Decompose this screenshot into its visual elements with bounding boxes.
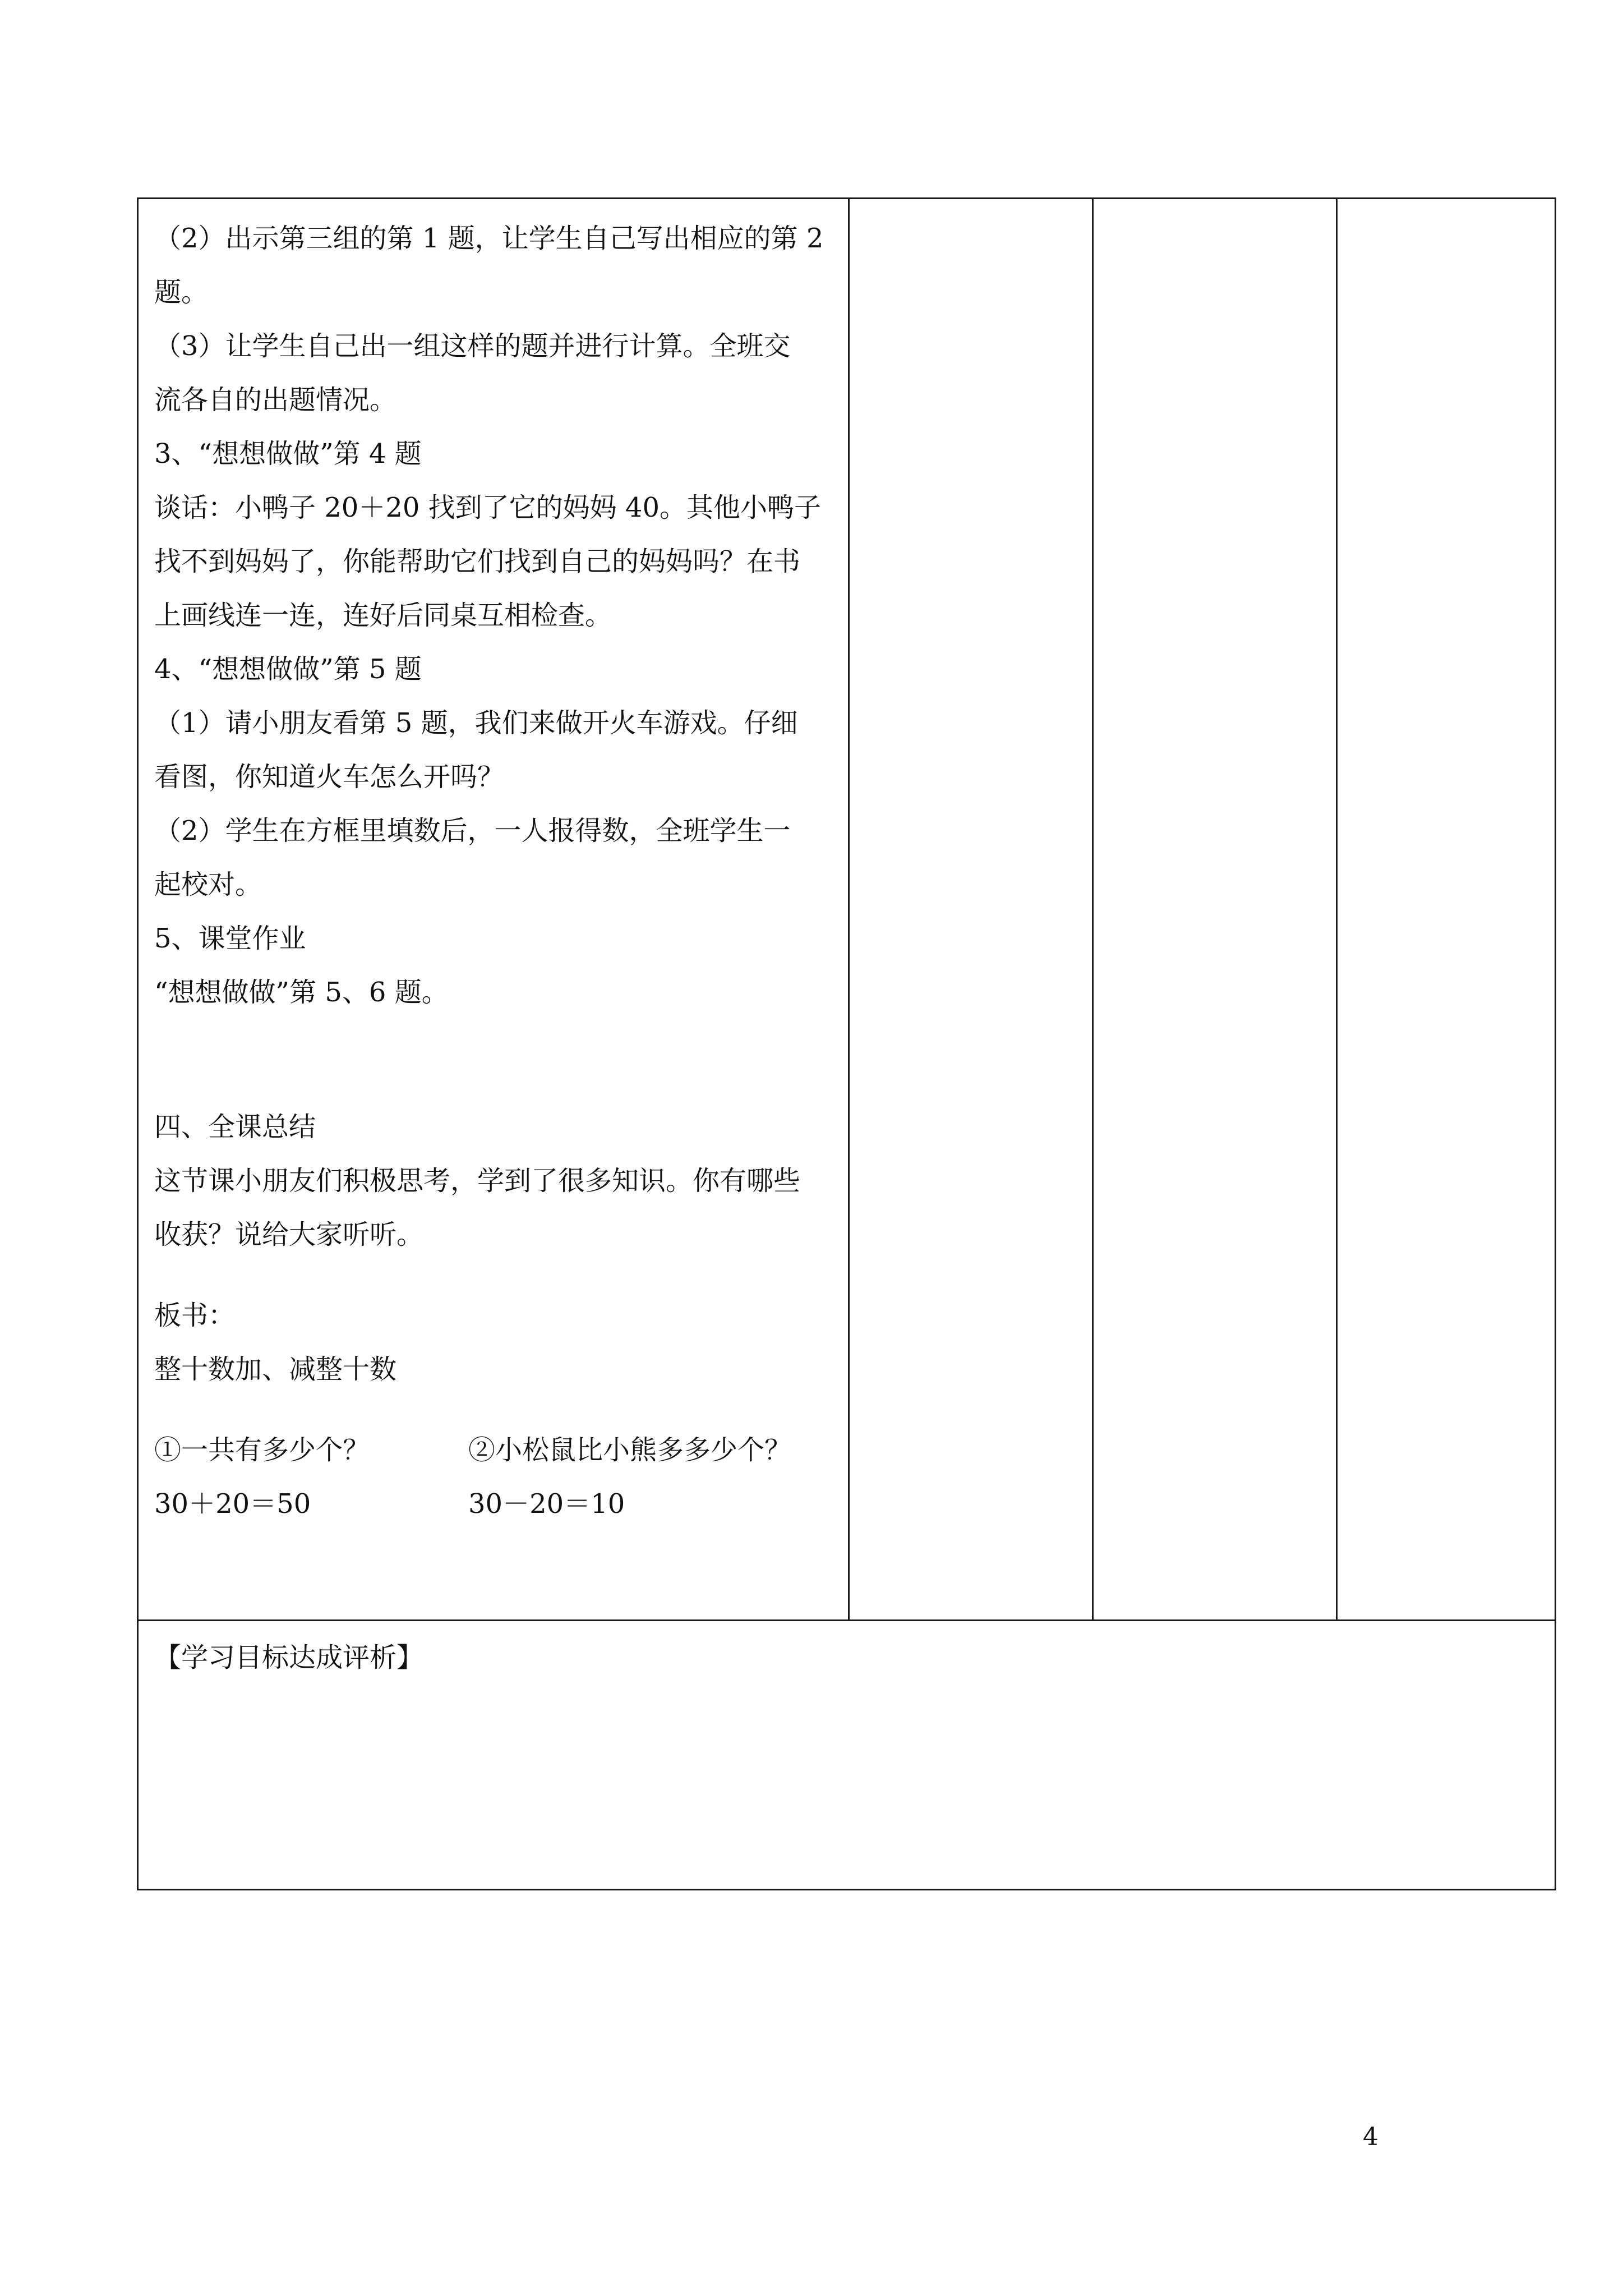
text-line: 起校对。 — [154, 869, 262, 900]
equation-two: 30－20＝10 — [468, 1488, 625, 1520]
question-one: ①一共有多少个？ — [154, 1434, 370, 1466]
section-heading: 5、课堂作业 — [154, 923, 306, 954]
lesson-content-cell — [154, 211, 838, 1531]
equation-one: 30＋20＝50 — [154, 1488, 311, 1520]
text-line: 看图，你知道火车怎么开吗？ — [154, 761, 505, 793]
text-line: 收获？说给大家听听。 — [154, 1219, 424, 1250]
text-line: （1）请小朋友看第 5 题，我们来做开火车游戏。仔细 — [154, 707, 798, 739]
text-line: 题。 — [154, 277, 209, 308]
column-divider — [848, 199, 850, 1619]
text-line: 这节课小朋友们积极思考，学到了很多知识。你有哪些 — [154, 1165, 801, 1197]
column-divider — [1092, 199, 1094, 1619]
text-line: 流各自的出题情况。 — [154, 384, 397, 416]
board-questions — [154, 1423, 838, 1477]
text-line: （2）出示第三组的第 1 题，让学生自己写出相应的第 2 — [154, 223, 824, 254]
text-line: “想想做做”第 5、6 题。 — [154, 977, 449, 1008]
section-heading: 4、“想想做做”第 5 题 — [154, 654, 422, 685]
section-heading: 3、“想想做做”第 4 题 — [154, 438, 422, 470]
text-line: 上画线连一连，连好后同桌互相检查。 — [154, 600, 612, 631]
lesson-table — [137, 197, 1556, 1890]
board-label: 板书： — [154, 1300, 236, 1331]
evaluation-title: 【学习目标达成评析】 — [154, 1642, 424, 1673]
text-line: （2）学生在方框里填数后，一人报得数，全班学生一 — [154, 815, 791, 846]
question-two: ②小松鼠比小熊多多少个？ — [468, 1434, 792, 1466]
text-line: 找不到妈妈了，你能帮助它们找到自己的妈妈吗？在书 — [154, 546, 801, 577]
board-title: 整十数加、减整十数 — [154, 1354, 397, 1385]
text-line: （3）让学生自己出一组这样的题并进行计算。全班交 — [154, 330, 791, 362]
column-divider — [1336, 199, 1338, 1619]
board-equations — [154, 1477, 838, 1531]
text-line: 谈话：小鸭子 20＋20 找到了它的妈妈 40。其他小鸭子 — [154, 492, 822, 523]
page-number: 4 — [1363, 2123, 1378, 2151]
row-divider — [139, 1619, 1555, 1621]
section-heading: 四、全课总结 — [154, 1111, 316, 1143]
